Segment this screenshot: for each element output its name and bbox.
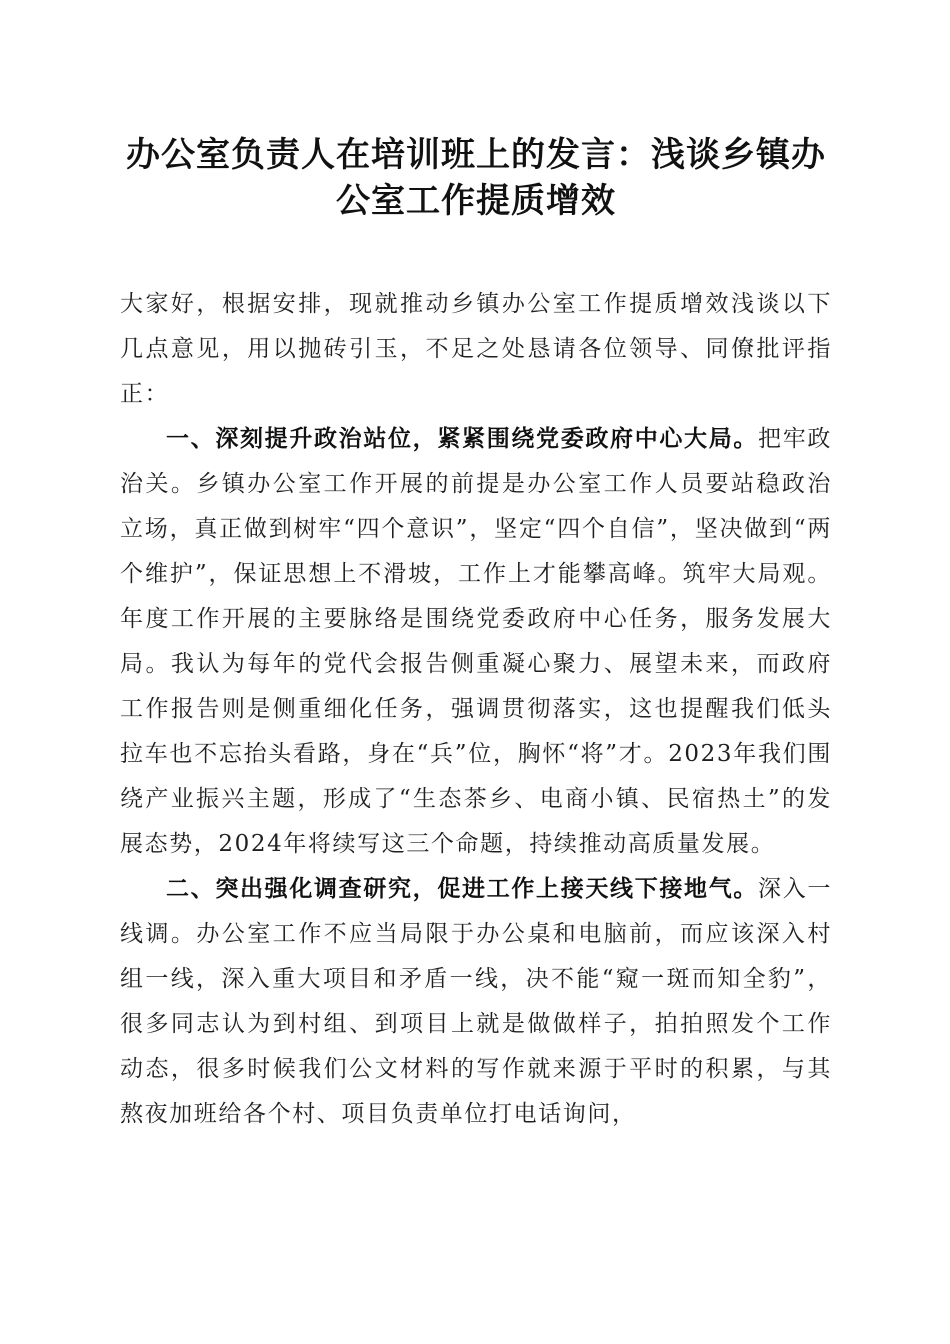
document-title	[120, 132, 832, 224]
section-2-paragraph	[120, 867, 832, 1137]
section-2-heading: 二、突出强化调查研究，促进工作上接天线下接地气。	[166, 876, 759, 902]
section-1-text: 把牢政治关。乡镇办公室工作开展的前提是办公室工作人员要站稳政治立场，真正做到树牢“四个意识”，坚定“四个自信”，坚决做到“两个维护”，保证思想上不滑坡，工作上才能攀高峰。筑牢大局观。年度工作开展的主要脉络是围绕党委政府中心任务，服务发展大局。我认为每年的党代会报告侧重凝心聚力、展望未来，而政府工作报告则是侧重细化任务，强调贯彻落实，这也提醒我们低头拉车也不忘抬头看路，身在“兵”位，胸怀“将”才。2023年我们围绕产业振兴主题，形成了“生态茶乡、电商小镇、民宿热土”的发展态势，2024年将续写这三个命题，持续推动高质量发展。	[120, 426, 832, 857]
title-line-2: 公室工作提质增效	[336, 181, 616, 221]
section-1-paragraph	[120, 417, 832, 867]
intro-paragraph: 大家好，根据安排，现就推动乡镇办公室工作提质增效浅谈以下几点意见，用以抛砖引玉，不足之处恳请各位领导、同僚批评指正：	[120, 291, 832, 407]
title-line-1: 办公室负责人在培训班上的发言：浅谈乡镇办	[126, 135, 826, 175]
document-body	[120, 282, 832, 1137]
section-1-heading: 一、深刻提升政治站位，紧紧围绕党委政府中心大局。	[166, 426, 759, 452]
document-page	[120, 132, 832, 1137]
section-2-text: 深入一线调。办公室工作不应当局限于办公桌和电脑前，而应该深入村组一线，深入重大项目和矛盾一线，决不能“窥一斑而知全豹”，很多同志认为到村组、到项目上就是做做样子，拍拍照发个工作动态，很多时候我们公文材料的写作就来源于平时的积累，与其熬夜加班给各个村、项目负责单位打电话询问，	[120, 876, 832, 1127]
